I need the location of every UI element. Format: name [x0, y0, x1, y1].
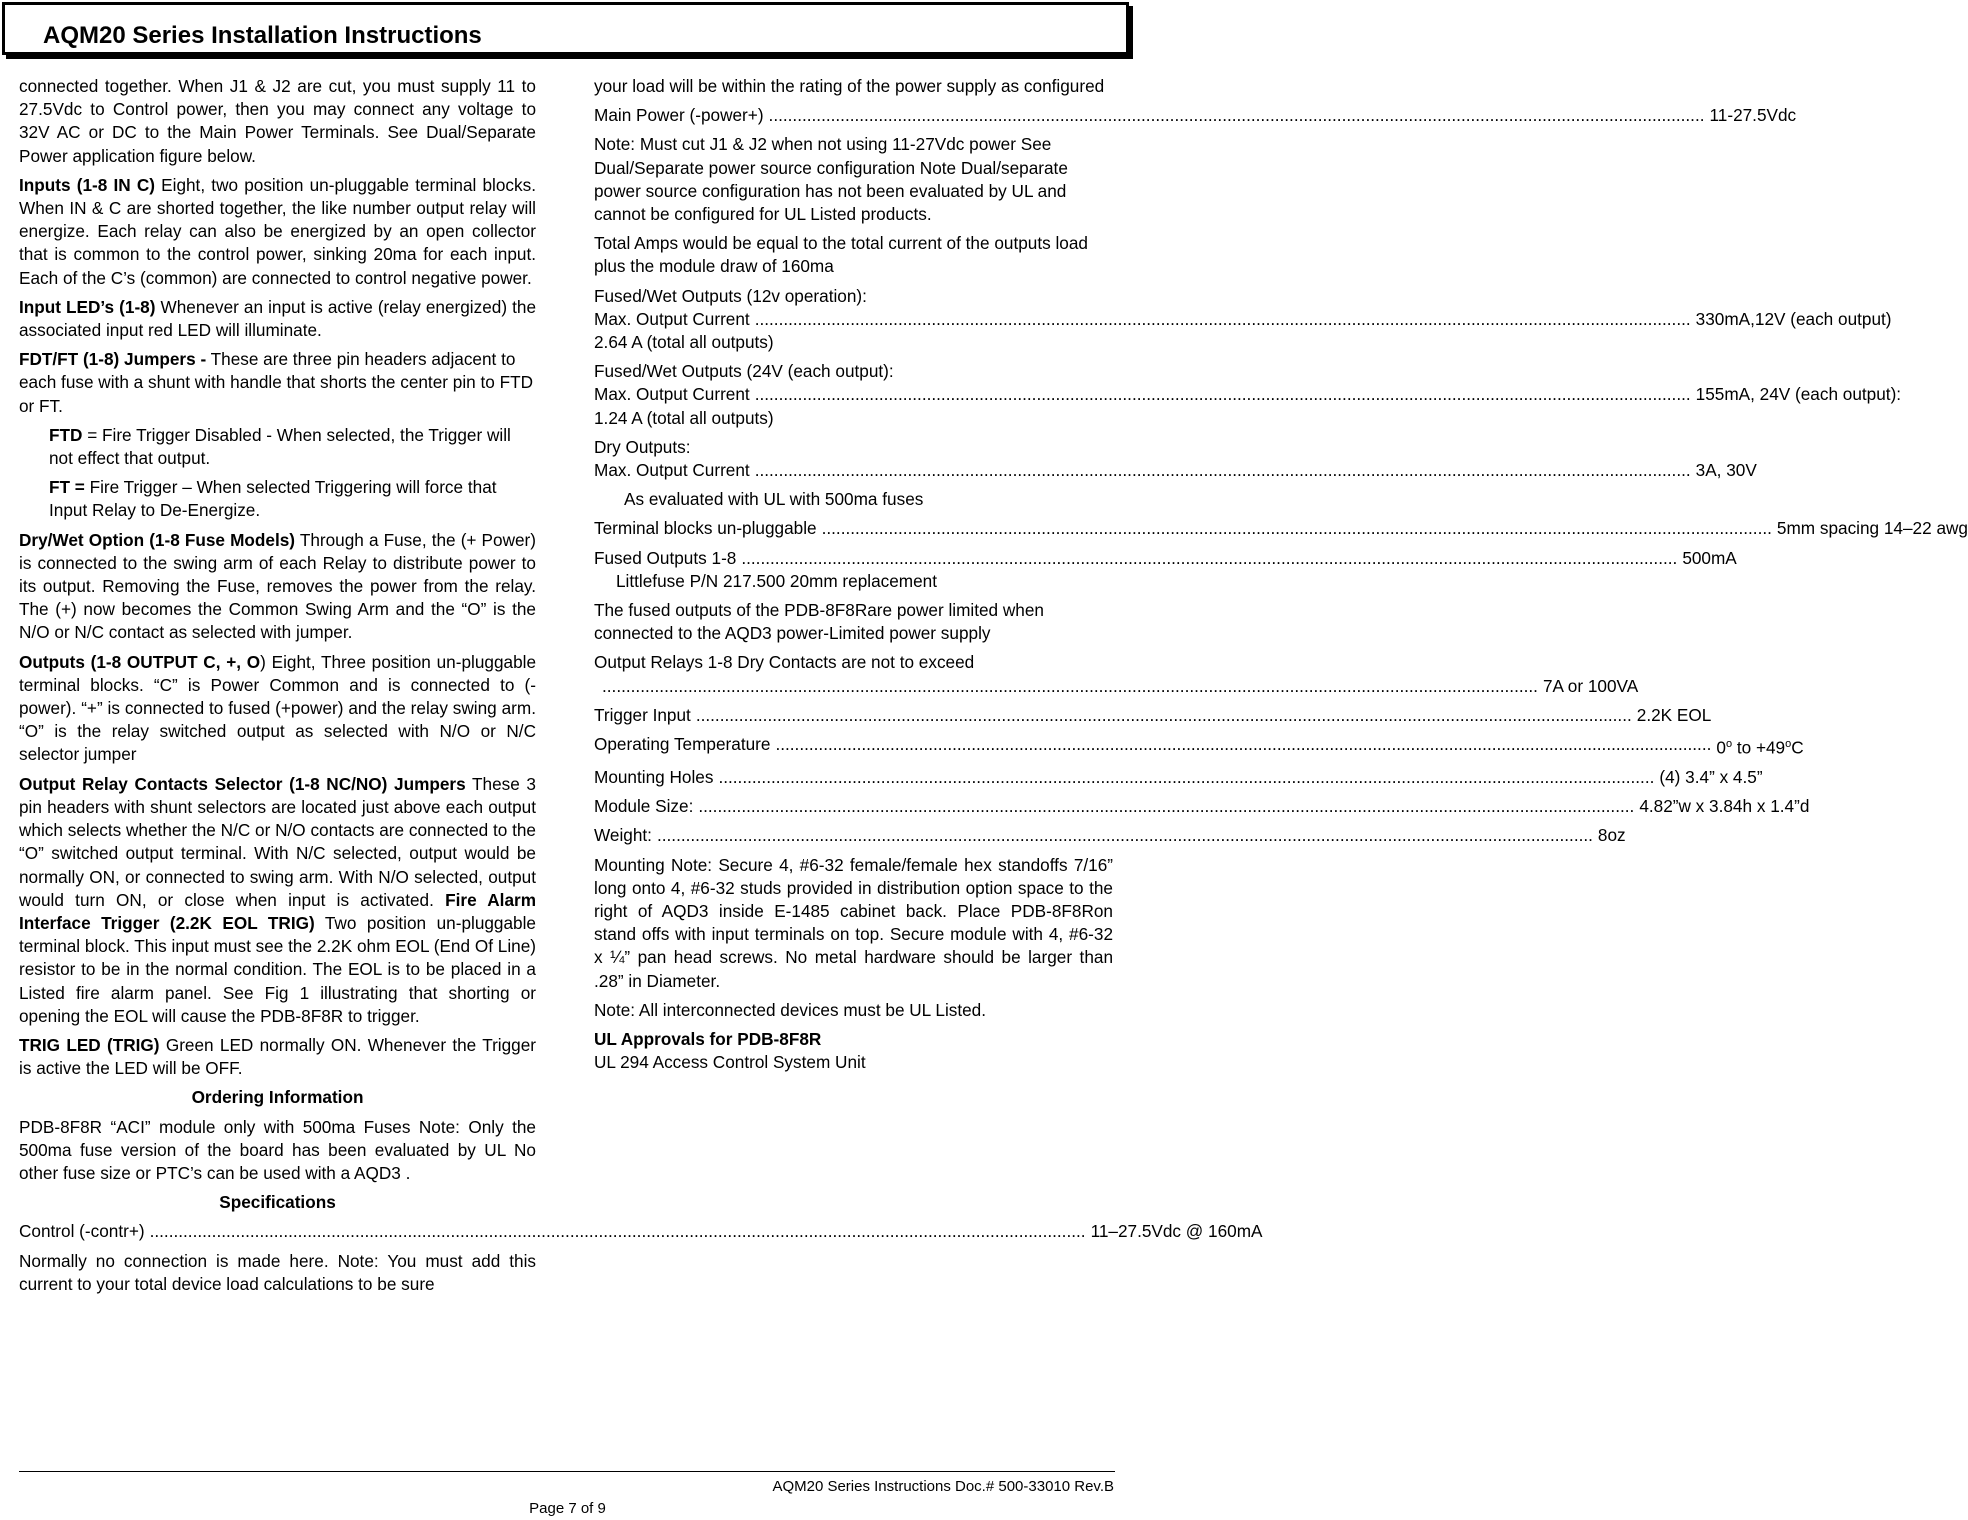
dot-leader	[602, 675, 1543, 698]
fdt-text: These are three pin headers adjacent to each fuse with a shunt with handle that shorts the center pin to FTD or FT.	[19, 349, 533, 416]
spec-label: Max. Output Current	[594, 384, 750, 405]
spec-trigger-input	[594, 704, 1712, 727]
fused-24v-total: 1.24 A (total all outputs)	[594, 407, 774, 428]
ul-approvals-value: UL 294 Access Control System Unit	[594, 1052, 866, 1073]
temp-max: to +49	[1732, 737, 1786, 758]
spec-dry-outputs	[594, 459, 1757, 482]
spec-value: 11-27.5Vdc	[1709, 105, 1797, 126]
spec-control	[19, 1220, 1263, 1243]
degree-mark: o	[1725, 738, 1733, 751]
footer-doc-number: AQM20 Series Instructions Doc.# 500-33010 Rev.B	[772, 1478, 1114, 1495]
outputs-heading: Outputs (1-8 OUTPUT C, +, O	[19, 651, 261, 672]
dot-leader	[750, 459, 1696, 482]
continued-paragraph: your load will be within the rating of the power supply as configured	[594, 76, 1105, 96]
fused-24v-heading: Fused/Wet Outputs (24V (each output):	[594, 361, 894, 382]
ul-evaluation-note: As evaluated with UL with 500ma fuses	[624, 489, 924, 510]
relay-selector-paragraph	[19, 773, 536, 1028]
dot-leader	[145, 1220, 1091, 1243]
spec-label: Trigger Input	[594, 704, 691, 725]
dot-leader	[770, 733, 1716, 760]
note-paragraph: Note: Must cut J1 & J2 when not using 11-27Vdc power See Dual/Separate power source configuration Note Dual/separate power source configuration has not been evaluated by UL and cannot be configured for UL Listed products.	[594, 134, 1068, 225]
temp-unit: C	[1791, 737, 1804, 758]
outputs-text: ) Eight, Three position un-pluggable terminal blocks. “C” is Power Common and is connected to (- power). “+” is connected to fused (+power) and the relay swing arm. “O” is the relay switched output as selected with N/O or N/C selector jumper	[19, 651, 536, 765]
spec-value: 11–27.5Vdc @ 160mA	[1090, 1221, 1263, 1242]
spec-label: Module Size:	[594, 796, 694, 817]
spec-main-power	[594, 104, 1797, 127]
dot-leader	[764, 104, 1710, 127]
spec-module-size	[594, 795, 1810, 818]
footer-page-number: Page 7 of 9	[529, 1500, 606, 1517]
spec-mounting-holes	[594, 766, 1763, 789]
dry-wet-heading: Dry/Wet Option (1-8 Fuse Models)	[19, 529, 296, 550]
dry-wet-paragraph	[19, 529, 536, 645]
fused-outputs-paragraph: The fused outputs of the PDB-8F8Rare power limited when connected to the AQD3 power-Limited power supply	[594, 600, 1044, 644]
outputs-paragraph	[19, 651, 536, 767]
fire-alarm-heading: Fire Alarm Interface Trigger (2.2K EOL TRIG)	[19, 889, 536, 933]
spec-label: Operating Temperature	[594, 734, 771, 755]
spec-value: 330mA,12V (each output)	[1695, 308, 1892, 329]
ft-paragraph	[49, 476, 536, 522]
spec-value: 3A, 30V	[1695, 460, 1757, 481]
trig-led-paragraph	[19, 1034, 536, 1080]
interconnected-note: Note: All interconnected devices must be UL Listed.	[594, 999, 987, 1020]
inputs-heading: Inputs (1-8 IN C)	[19, 174, 155, 195]
fdt-paragraph	[19, 348, 536, 418]
spec-label: Max. Output Current	[594, 308, 750, 329]
relay-selector-heading: Output Relay Contacts Selector (1-8 NC/NO) Jumpers	[19, 773, 466, 794]
fire-alarm-text: Two position un-pluggable terminal block. This input must see the 2.2K ohm EOL (End Of Line) resistor to be in the normal condition. The EOL is to be placed in a Listed fire alarm panel. See Fig 1 illustrating that shorting or opening the EOL will cause the PDB-8F8R to trigger.	[19, 912, 536, 1026]
right-column	[594, 75, 1968, 1074]
temp-min: 0	[1716, 737, 1726, 758]
spec-value: 500mA	[1682, 547, 1737, 568]
spec-label: Max. Output Current	[594, 460, 750, 481]
specifications-heading: Specifications	[219, 1192, 336, 1213]
spec-label: Weight:	[594, 825, 652, 846]
fused-12v-heading: Fused/Wet Outputs (12v operation):	[594, 285, 867, 306]
output-relays-heading: Output Relays 1-8 Dry Contacts are not to exceed	[594, 652, 975, 673]
spec-label: Fused Outputs 1-8	[594, 547, 737, 568]
dot-leader	[691, 704, 1637, 727]
intro-paragraph: connected together. When J1 & J2 are cut, you must supply 11 to 27.5Vdc to Control power, then you may connect any voltage to 32V AC or DC to the Main Power Terminals. See Dual/Separate Power application figure below.	[19, 76, 536, 166]
input-led-text: Whenever an input is active (relay energized) the associated input red LED will illuminate.	[19, 296, 536, 341]
dot-leader	[652, 824, 1598, 847]
mounting-note-paragraph: Mounting Note: Secure 4, #6-32 female/female hex standoffs 7/16” long onto 4, #6-32 studs provided in distribution option space to the right of AQD3 inside E-1485 cabinet back. Place PDB-8F8Ron stand offs with input terminals on top. Secure module with 4, #6-32 x ¼” pan head screws. No metal hardware should be larger than .28” in Diameter.	[594, 854, 1113, 991]
spec-value: 7A or 100VA	[1542, 675, 1639, 696]
dry-wet-text: Through a Fuse, the (+ Power) is connected to the swing arm of each Relay to distribute power to its output. Removing the Fuse, removes the power from the relay. The (+) now becomes the Common Swing Arm and the “O” is the N/O or N/C contact as selected with jumper.	[19, 529, 536, 643]
dot-leader	[736, 547, 1682, 570]
dot-leader	[693, 795, 1639, 818]
spec-value: 155mA, 24V (each output):	[1695, 384, 1902, 405]
page-title: AQM20 Series Installation Instructions	[43, 22, 482, 49]
normally-paragraph: Normally no connection is made here. Note: You must add this current to your total device load calculations to be sure	[19, 1250, 536, 1294]
spec-value: (4) 3.4” x 4.5”	[1659, 767, 1763, 788]
input-led-paragraph	[19, 296, 536, 342]
spec-fused-24v	[594, 383, 1902, 406]
spec-label: Terminal blocks un-pluggable	[594, 518, 817, 539]
ftd-heading: FTD	[49, 424, 83, 445]
ordering-paragraph: PDB-8F8R “ACI” module only with 500ma Fuses Note: Only the 500ma fuse version of the board has been evaluated by UL No other fuse size or PTC’s can be used with a AQD3 .	[19, 1116, 536, 1183]
dry-outputs-heading: Dry Outputs:	[594, 436, 691, 457]
input-led-heading: Input LED’s (1-8)	[19, 296, 156, 317]
trig-led-heading: TRIG LED (TRIG)	[19, 1034, 160, 1055]
spec-label: Mounting Holes	[594, 767, 714, 788]
header-box	[2, 2, 1129, 55]
spec-value: 2.2K EOL	[1636, 704, 1712, 725]
inputs-paragraph	[19, 174, 536, 290]
dot-leader: ..... ...	[817, 517, 1777, 540]
dot-leader	[713, 766, 1659, 789]
dot-leader	[750, 308, 1696, 331]
spec-label: Main Power (-power+)	[594, 105, 764, 126]
spec-operating-temperature	[594, 733, 1804, 760]
ordering-heading: Ordering Information	[191, 1087, 364, 1108]
spec-value: 8oz	[1597, 825, 1626, 846]
spec-terminal-blocks	[594, 517, 1968, 540]
relay-selector-text: These 3 pin headers with shunt selectors are located just above each output which selects whether the N/C or N/O contacts are connected to the “O” switched output terminal. With N/C selected, output would be normally ON, or connected to swing arm. With N/O selected, output would turn ON, or close when input is activated.	[19, 773, 536, 910]
spec-label: Control (-contr+)	[19, 1221, 145, 1242]
ft-text: Fire Trigger – When selected Triggering will force that Input Relay to De-Energize.	[49, 477, 497, 521]
total-amps-paragraph: Total Amps would be equal to the total current of the outputs load plus the module draw of 160ma	[594, 233, 1088, 277]
spec-value	[1716, 733, 1803, 760]
spec-output-relays	[602, 675, 1639, 698]
footer-divider	[19, 1471, 1115, 1472]
fdt-heading: FDT/FT (1-8) Jumpers -	[19, 349, 207, 370]
fused-12v-total: 2.64 A (total all outputs)	[594, 332, 774, 353]
spec-fused-12v	[594, 308, 1892, 331]
spec-value: 4.82”w x 3.84h x 1.4”d	[1639, 796, 1810, 817]
spec-value: 5mm spacing 14–22 awg	[1776, 518, 1968, 539]
degree-mark: o	[1785, 738, 1792, 751]
littelfuse-note: Littlefuse P/N 217.500 20mm replacement	[616, 570, 938, 591]
spec-fused-outputs	[594, 547, 1737, 570]
dot-leader	[750, 383, 1696, 406]
ftd-paragraph	[49, 424, 536, 470]
inputs-text: Eight, two position un-pluggable terminal blocks. When IN & C are shorted together, the like number output relay will energize. Each relay can also be energized by an open collector that is common to the control power, sinking 20ma for each input. Each of the C’s (common) are connected to control negative power.	[19, 174, 536, 288]
ftd-text: = Fire Trigger Disabled - When selected, the Trigger will not effect that output.	[49, 424, 511, 469]
ft-heading: FT =	[49, 477, 85, 498]
ul-approvals-heading: UL Approvals for PDB-8F8R	[594, 1029, 822, 1050]
spec-weight	[594, 824, 1626, 847]
trig-led-text: Green LED normally ON. Whenever the Trigger is active the LED will be OFF.	[19, 1034, 537, 1079]
